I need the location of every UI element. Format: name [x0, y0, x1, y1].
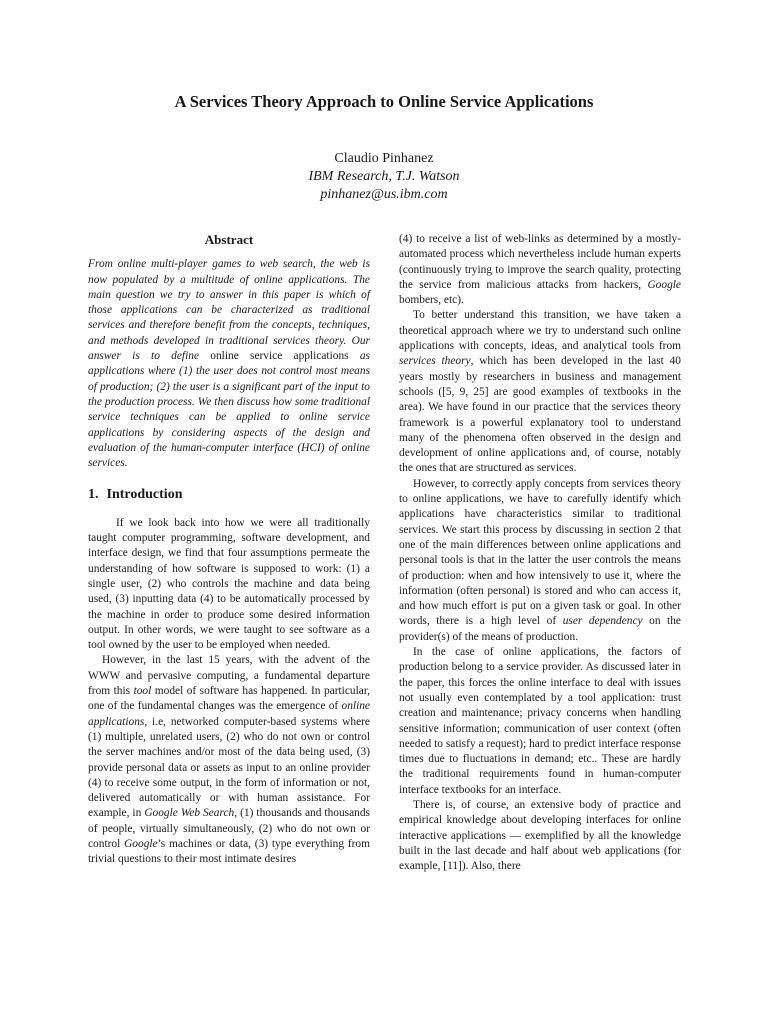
- right-paragraph-4: In the case of online applications, the factors of production belong to a service provider. As discussed later in the paper, this forces the online interface to deal with issues not usually even contemplated by a tool application: trust creation and maintenance; privacy concerns when handling sensitive information; communication of user context (often needed to satisfy a request); hard to predict interface response times due to fluctuations in demand; etc.. These are hardly the traditional requirements found in human-computer interface textbooks for an interface.: [399, 646, 681, 796]
- intro-paragraph-2: [88, 653, 370, 867]
- section-heading-introduction: [88, 487, 370, 502]
- abstract-part: as applications where (1) the user does not control most means of production; (2) the user is a significant part of the input to the production process. We then discuss how some traditional service techniques can be applied to online service applications by considering aspects of the design and evaluation of the human-computer interface (HCI) of online services.: [88, 350, 370, 470]
- section-number: 1.: [88, 487, 99, 503]
- text-run: on the provider(s) of the means of production.: [399, 615, 681, 643]
- emphasis: Google: [124, 837, 158, 850]
- text-run: However, to correctly apply concepts from services theory to online applications, we have to carefully identify which applications have characteristics similar to traditional services. We start this process by discussing in section 2 that one of the main differences between online applications and personal tools is that in the latter the user controls the means of production: when and how intensively to use it, where the information (often personal) is stored and who can access it, and how much effort is put on a given task or goal. In other words, there is a high level of: [399, 477, 681, 628]
- text-run: , which has been developed in the last 40 years mostly by researchers in business and management schools ([5, 9, 25] are good examples of textbooks in the area). We have found in our practice that the services theory framework is a powerful explanatory tool to understand many of the phenomena often observed in the design and development of online applications and, of course, notably the ones that are structured as services.: [399, 355, 681, 475]
- abstract-text: [88, 257, 370, 471]
- text-run: , i.e, networked computer-based systems where (1) multiple, unrelated users, (2) who do not own or control the server machines and/or most of the data being used, (3) provide personal data or assets as input to an online provider (4) to receive some output, in the form of information or not, delivered automatically or with human assistance. For example, in: [88, 715, 370, 820]
- right-paragraph-5: There is, of course, an extensive body of practice and empirical knowledge about developing interfaces for online interactive applications — exemplified by all the knowledge built in the last decade and half about web applications (for example, [11]). Also, there: [399, 798, 681, 873]
- text-run: , (1) thousands and thousands of people, virtually simultaneously, (2) who do not own or control: [88, 807, 370, 850]
- text-run: (4) to receive a list of web-links as determined by a mostly-automated process which nevertheless include human experts (continuously trying to improve the search quality, protecting the service from malicious attacks from hackers,: [399, 233, 681, 291]
- text-run: However, in the last 15 years, with the advent of the WWW and pervasive computing, a fundamental departure from this: [88, 654, 370, 698]
- emphasis: online applications: [88, 700, 370, 728]
- emphasis: Google: [647, 278, 681, 291]
- author-email: pinhanez@us.ibm.com: [320, 187, 448, 202]
- author-affiliation: IBM Research, T.J. Watson: [308, 169, 460, 184]
- left-column: [88, 232, 370, 868]
- right-paragraph-2: [399, 308, 681, 476]
- right-paragraph-3: [399, 477, 681, 645]
- right-column: [399, 232, 681, 874]
- section-title: Introduction: [106, 487, 183, 503]
- text-run: ’s machines or data, (3) type everything from trivial questions to their most intimate desires: [88, 837, 370, 866]
- intro-paragraph-1: If we look back into how we were all traditionally taught computer programming, software development, and interface design, we find that four assumptions permeate the understanding of how software is supposed to work: (1) a single user, (2) who controls the machine and data being used, (3) inputting data (4) to be automatically processed by the machine in order to produce some desired information output. In other words, we were taught to see software as a tool owned by the user to be employed when needed.: [88, 516, 370, 652]
- emphasis: services theory: [399, 355, 471, 368]
- abstract-heading: Abstract: [204, 232, 254, 247]
- emphasis: Google Web Search: [144, 807, 235, 820]
- text-run: bombers, etc).: [399, 294, 464, 307]
- text-run: model of software has happened. In particular, one of the fundamental changes was the emergence of: [88, 685, 370, 713]
- emphasis: user dependency: [562, 615, 643, 628]
- abstract-term: online service applications: [210, 350, 349, 363]
- right-paragraph-1: [399, 232, 681, 308]
- emphasis: tool: [133, 685, 152, 698]
- paper-title: A Services Theory Approach to Online Service Applications: [174, 92, 594, 111]
- author-block: [0, 150, 768, 204]
- abstract-part: From online multi-player games to web search, the web is now populated by a multitude of online applications. The main question we try to answer in this paper is which of those applications can be characterized as traditional services and therefore benefit from the concepts, techniques, and methods developed in traditional services theory. Our answer is to define: [88, 258, 370, 363]
- text-run: To better understand this transition, we have taken a theoretical approach where we try to understand such online applications with concepts, ideas, and analytical tools from: [399, 309, 681, 353]
- author-name: Claudio Pinhanez: [334, 151, 434, 166]
